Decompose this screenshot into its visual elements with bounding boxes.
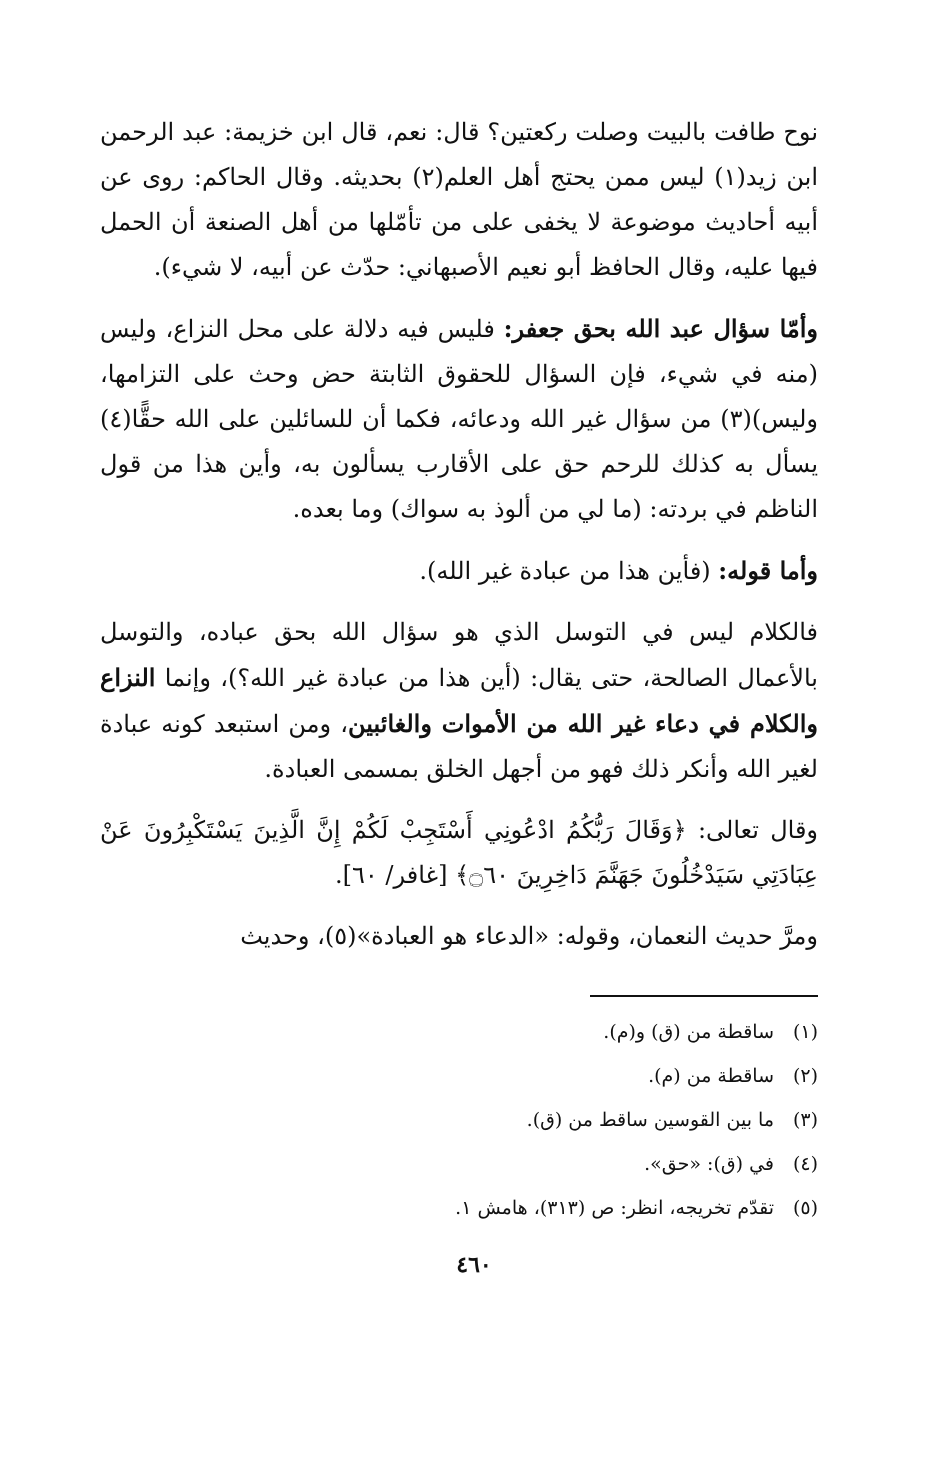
footnote-text: ساقطة من (ق) و(م). xyxy=(603,1021,774,1043)
footnote-number: (٢) xyxy=(792,1065,818,1087)
paragraph-1-text: نوح طافت بالبيت وصلت ركعتين؟ قال: نعم، قال ابن خزيمة: عبد الرحمن ابن زيد(١) ليس ممن يحتج أهل العلم(٢) بحديثه. وقال الحاكم: روى عن أبيه أحاديث موضوعة لا يخفى على من تأمّلها من أهل الصنعة أن الحمل فيها عليه، وقال الحافظ أبو نعيم الأصبهاني: حدّث عن أبيه، لا شيء). xyxy=(100,118,819,281)
paragraph-4 xyxy=(100,610,818,792)
paragraph-2-text: فليس فيه دلالة على محل النزاع، وليس (منه في شيء، فإن السؤال للحقوق الثابتة حض وحث على التزامها، وليس)(٣) من سؤال غير الله ودعائه، فكما أن للسائلين على الله حقًّا(٤) يسأل به كذلك للرحم حق على الأقارب يسألون به، وأين هذا من قول الناظم في بردته: (ما لي من ألوذ به سواك) وما بعده. xyxy=(100,315,818,523)
paragraph-4-bold: النزاع والكلام في دعاء غير الله من الأموات والغائبين xyxy=(100,663,819,738)
paragraph-5-text: وقال تعالى: ﴿وَقَالَ رَبُّكُمُ ادْعُونِي أَسْتَجِبْ لَكُمْ إِنَّ الَّذِينَ يَسْتَكْبِرُونَ عَنْ عِبَادَتِي سَيَدْخُلُونَ جَهَنَّمَ دَاخِرِينَ ۝٦٠﴾ [غافر/ ٦٠]. xyxy=(100,816,818,889)
paragraph-5-quran-verse xyxy=(100,808,818,898)
paragraph-4-text: فالكلام ليس في التوسل الذي هو سؤال الله بحق عباده، والتوسل بالأعمال الصالحة، حتى يقال: (أين هذا من عبادة غير الله؟)، وإنما xyxy=(100,618,818,692)
main-text xyxy=(100,110,818,971)
page-number: ٤٦٠ xyxy=(456,1252,492,1278)
paragraph-1 xyxy=(100,110,818,290)
footnote-number: (٤) xyxy=(792,1153,818,1175)
footnote-text: ساقطة من (م). xyxy=(648,1065,774,1087)
paragraph-4-tail: ، ومن استبعد كونه عبادة لغير الله وأنكر ذلك فهو من أجهل الخلق بمسمى العبادة. xyxy=(100,710,818,783)
paragraph-3-text: (فأين هذا من عبادة غير الله). xyxy=(419,557,719,585)
footnotes xyxy=(100,1010,818,1230)
footnote-1 xyxy=(100,1010,818,1054)
paragraph-2-lead: وأمّا سؤال عبد الله بحق جعفر: xyxy=(503,314,818,343)
paragraph-6 xyxy=(100,914,818,959)
footnote-2 xyxy=(100,1054,818,1098)
footnote-text: ما بين القوسين ساقط من (ق). xyxy=(526,1109,774,1131)
footnote-number: (١) xyxy=(792,1021,818,1043)
paragraph-2 xyxy=(100,306,818,532)
footnote-4 xyxy=(100,1142,818,1186)
footnote-3 xyxy=(100,1098,818,1142)
paragraph-6-text: ومرَّ حديث النعمان، وقوله: «الدعاء هو العبادة»(٥)، وحديث xyxy=(240,922,818,950)
paragraph-3 xyxy=(100,548,818,594)
paragraph-3-lead: وأما قوله: xyxy=(718,556,818,585)
footnote-number: (٣) xyxy=(792,1109,818,1131)
footnote-text: في (ق): «حق». xyxy=(644,1153,774,1175)
footnote-5 xyxy=(100,1186,818,1230)
footnote-text: تقدّم تخريجه، انظر: ص (٣١٣)، هامش ١. xyxy=(455,1197,774,1219)
footnote-number: (٥) xyxy=(792,1197,818,1219)
